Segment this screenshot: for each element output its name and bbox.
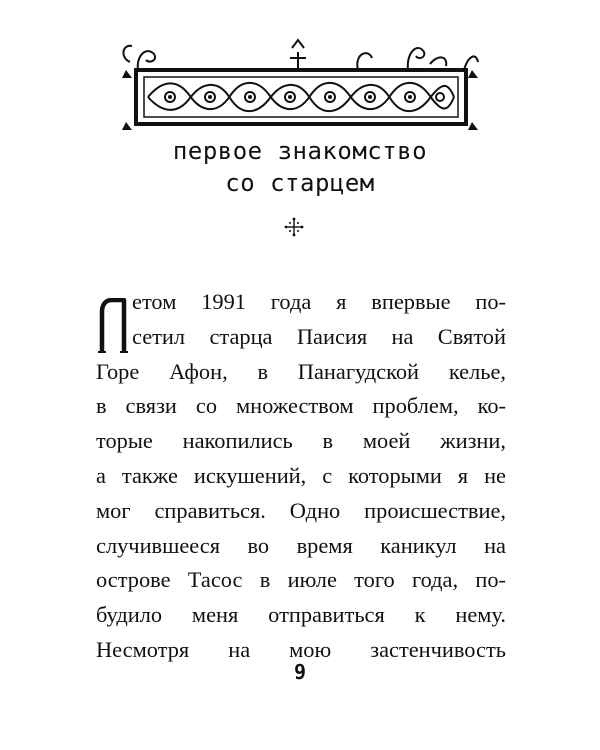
text-line: случившееся во время каникул на [96, 532, 506, 558]
text-line: а также искушений, с которыми я не [96, 462, 506, 488]
body-text [96, 285, 506, 668]
chapter-title-line-1: первое знакомство [172, 137, 428, 165]
text-line: Несмотря на мою застенчивость [96, 636, 506, 662]
text-line: острове Тасос в июле того года, по- [96, 567, 506, 593]
text-line: Горе Афон, в Панагудской келье, [96, 358, 506, 384]
page-number: 9 [293, 660, 307, 684]
text-line: сетил старца Паисия на Святой [132, 323, 506, 349]
text-line: в связи со множеством проблем, ко- [96, 393, 506, 419]
cross-ornament-icon [284, 217, 304, 237]
text-line: етом 1991 года я впервые по- [132, 289, 506, 314]
text-line: будило меня отправиться к нему. [96, 602, 506, 628]
text-line: мог справиться. Одно происшествие, [96, 497, 506, 523]
text-line: торые накопились в моей жизни, [96, 428, 506, 454]
chapter-title-line-2: со старцем [225, 169, 375, 197]
decorative-headpiece-ornament [118, 34, 480, 134]
